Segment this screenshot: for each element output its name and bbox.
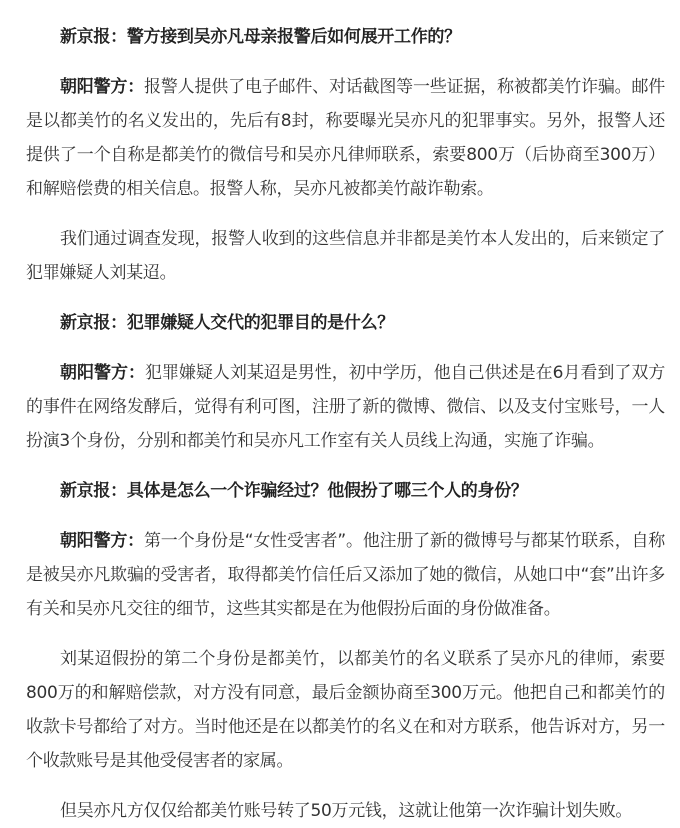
speaker-label: 新京报： xyxy=(60,481,127,501)
speaker-label: 朝阳警方： xyxy=(60,531,144,551)
paragraph-text: 我们通过调查发现，报警人收到的这些信息并非都是美竹本人发出的，后来锁定了犯罪嫌疑人刘某迢。 xyxy=(26,229,665,283)
paragraph-text: 犯罪嫌疑人交代的犯罪目的是什么？ xyxy=(126,313,395,333)
answer-paragraph-3 xyxy=(26,524,665,626)
paragraph-text: 报警人提供了电子邮件、对话截图等一些证据，称被都美竹诈骗。邮件是以都美竹的名义发出的，先后有8封，称要曝光吴亦凡的犯罪事实。另外，报警人还提供了一个自称是都美竹的微信号和吴亦凡律师联系，索要800万（后协商至300万）和解赔偿费的相关信息。报警人称，吴亦凡被都美竹敲诈勒索。 xyxy=(26,77,666,199)
speaker-label: 新京报： xyxy=(60,313,127,333)
paragraph-text: 警方接到吴亦凡母亲报警后如何展开工作的？ xyxy=(126,27,461,47)
paragraph-text: 犯罪嫌疑人刘某迢是男性，初中学历，他自己供述是在6月看到了双方的事件在网络发酵后，觉得有利可图，注册了新的微博、微信、以及支付宝账号，一人扮演3个身份，分别和都美竹和吴亦凡工作室有关人员线上沟通，实施了诈骗。 xyxy=(26,363,666,451)
answer-paragraph-2 xyxy=(26,356,665,458)
paragraph-text: 刘某迢假扮的第二个身份是都美竹，以都美竹的名义联系了吴亦凡的律师，索要800万的和解赔偿款，对方没有同意，最后金额协商至300万元。他把自己和都美竹的收款卡号都给了对方。当时他还是在以都美竹的名义在和对方联系，他告诉对方，另一个收款账号是其他受侵害者的家属。 xyxy=(26,649,665,771)
speaker-label: 新京报： xyxy=(60,27,127,47)
plain-paragraph-1 xyxy=(26,222,665,290)
answer-paragraph-1 xyxy=(26,70,665,206)
speaker-label: 朝阳警方： xyxy=(60,77,145,97)
speaker-label: 朝阳警方： xyxy=(60,363,145,383)
question-paragraph-3 xyxy=(26,474,665,508)
question-paragraph-1 xyxy=(26,20,665,54)
paragraph-text: 第一个身份是“女性受害者”。他注册了新的微博号与都某竹联系，自称是被吴亦凡欺骗的受害者，取得都美竹信任后又添加了她的微信，从她口中“套”出许多有关和吴亦凡交往的细节，这些其实都是在为他假扮后面的身份做准备。 xyxy=(26,531,665,619)
paragraph-text: 但吴亦凡方仅仅给都美竹账号转了50万元钱，这就让他第一次诈骗计划失败。 xyxy=(60,801,633,821)
paragraph-text: 具体是怎么一个诈骗经过？他假扮了哪三个人的身份？ xyxy=(126,481,528,501)
question-paragraph-2 xyxy=(26,306,665,340)
plain-paragraph-2 xyxy=(26,642,665,778)
plain-paragraph-3 xyxy=(26,794,665,828)
